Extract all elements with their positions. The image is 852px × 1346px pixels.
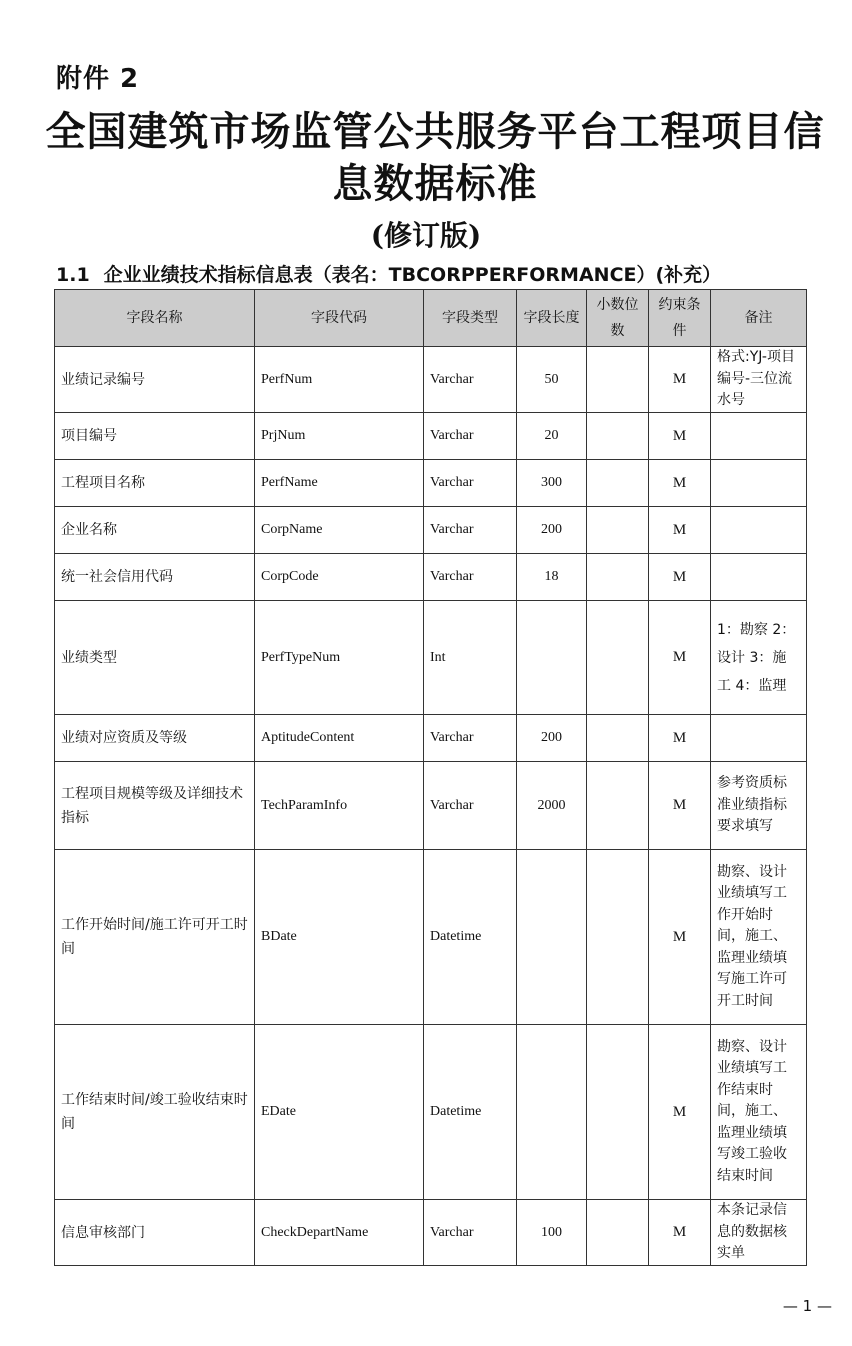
cell-field-code: PerfName: [255, 460, 424, 507]
attachment-label: 附件 2: [56, 64, 140, 94]
table-row: [55, 1200, 807, 1266]
cell-field-name: 企业名称: [55, 507, 255, 554]
header-field-code: 字段代码: [255, 290, 424, 347]
cell-field-type: Varchar: [424, 347, 517, 413]
cell-field-length: 100: [517, 1200, 587, 1266]
cell-decimals: [587, 507, 649, 554]
cell-field-code: PerfNum: [255, 347, 424, 413]
header-decimals: 小数位数: [587, 290, 649, 347]
table-row: [55, 601, 807, 715]
cell-remark: [711, 554, 807, 601]
cell-remark: [711, 460, 807, 507]
cell-field-code: TechParamInfo: [255, 762, 424, 850]
cell-field-code: PerfTypeNum: [255, 601, 424, 715]
cell-field-length: 20: [517, 413, 587, 460]
cell-field-name: 项目编号: [55, 413, 255, 460]
section-heading: [56, 260, 721, 287]
table-row: [55, 507, 807, 554]
cell-field-type: Varchar: [424, 715, 517, 762]
cell-constraint: M: [649, 460, 711, 507]
table-header-row: [55, 290, 807, 347]
header-field-length: 字段长度: [517, 290, 587, 347]
cell-remark: 格式:YJ-项目编号-三位流水号: [711, 347, 807, 413]
cell-constraint: M: [649, 347, 711, 413]
cell-field-type: Varchar: [424, 507, 517, 554]
table-row: [55, 554, 807, 601]
table-row: [55, 460, 807, 507]
cell-decimals: [587, 715, 649, 762]
cell-remark: 1：勘察 2：设计 3：施工 4：监理: [711, 601, 807, 715]
cell-field-length: 2000: [517, 762, 587, 850]
header-field-name: 字段名称: [55, 290, 255, 347]
cell-field-type: Varchar: [424, 1200, 517, 1266]
table-row: [55, 413, 807, 460]
cell-field-code: CheckDepartName: [255, 1200, 424, 1266]
cell-remark: [711, 507, 807, 554]
cell-field-code: BDate: [255, 850, 424, 1025]
cell-field-length: 18: [517, 554, 587, 601]
cell-constraint: M: [649, 507, 711, 554]
cell-remark: 参考资质标准业绩指标要求填写: [711, 762, 807, 850]
cell-field-name: 业绩对应资质及等级: [55, 715, 255, 762]
cell-field-length: 50: [517, 347, 587, 413]
table-row: [55, 347, 807, 413]
table-row: [55, 850, 807, 1025]
cell-decimals: [587, 554, 649, 601]
cell-field-name: 统一社会信用代码: [55, 554, 255, 601]
page-number: — 1 —: [782, 1297, 832, 1315]
cell-decimals: [587, 762, 649, 850]
cell-field-name: 工程项目名称: [55, 460, 255, 507]
cell-decimals: [587, 601, 649, 715]
cell-constraint: M: [649, 850, 711, 1025]
cell-field-length: 300: [517, 460, 587, 507]
cell-field-type: Varchar: [424, 554, 517, 601]
cell-decimals: [587, 850, 649, 1025]
table-row: [55, 1025, 807, 1200]
table-row: [55, 715, 807, 762]
cell-field-name: 业绩类型: [55, 601, 255, 715]
header-field-type: 字段类型: [424, 290, 517, 347]
cell-field-code: EDate: [255, 1025, 424, 1200]
cell-field-type: Datetime: [424, 850, 517, 1025]
cell-constraint: M: [649, 1200, 711, 1266]
cell-constraint: M: [649, 601, 711, 715]
cell-field-length: [517, 850, 587, 1025]
cell-decimals: [587, 460, 649, 507]
cell-field-name: 信息审核部门: [55, 1200, 255, 1266]
cell-constraint: M: [649, 413, 711, 460]
cell-field-code: PrjNum: [255, 413, 424, 460]
cell-field-length: [517, 1025, 587, 1200]
cell-constraint: M: [649, 554, 711, 601]
cell-decimals: [587, 1200, 649, 1266]
cell-remark: [711, 413, 807, 460]
cell-remark: 勘察、设计业绩填写工作开始时间，施工、监理业绩填写施工许可开工时间: [711, 850, 807, 1025]
cell-field-code: AptitudeContent: [255, 715, 424, 762]
cell-field-length: 200: [517, 715, 587, 762]
cell-constraint: M: [649, 1025, 711, 1200]
header-constraint: 约束条件: [649, 290, 711, 347]
field-standard-table: [54, 289, 807, 1266]
cell-field-name: 工作开始时间/施工许可开工时间: [55, 850, 255, 1025]
cell-field-type: Varchar: [424, 762, 517, 850]
cell-field-length: [517, 601, 587, 715]
cell-field-type: Varchar: [424, 460, 517, 507]
cell-field-name: 业绩记录编号: [55, 347, 255, 413]
section-title: 企业业绩技术指标信息表（表名：TBCORPPERFORMANCE）(补充）: [103, 264, 722, 286]
cell-field-code: CorpName: [255, 507, 424, 554]
cell-field-name: 工程项目规模等级及详细技术指标: [55, 762, 255, 850]
cell-decimals: [587, 1025, 649, 1200]
table-row: [55, 762, 807, 850]
header-remark: 备注: [711, 290, 807, 347]
cell-field-code: CorpCode: [255, 554, 424, 601]
cell-field-type: Datetime: [424, 1025, 517, 1200]
cell-remark: [711, 715, 807, 762]
revision-label: (修订版): [370, 219, 482, 252]
cell-constraint: M: [649, 762, 711, 850]
cell-constraint: M: [649, 715, 711, 762]
cell-field-type: Varchar: [424, 413, 517, 460]
cell-field-type: Int: [424, 601, 517, 715]
cell-field-name: 工作结束时间/竣工验收结束时间: [55, 1025, 255, 1200]
cell-decimals: [587, 347, 649, 413]
cell-remark: 本条记录信息的数据核实单: [711, 1200, 807, 1266]
cell-field-length: 200: [517, 507, 587, 554]
cell-remark: 勘察、设计业绩填写工作结束时间，施工、监理业绩填写竣工验收结束时间: [711, 1025, 807, 1200]
document-title: 全国建筑市场监管公共服务平台工程项目信息数据标准: [45, 108, 825, 207]
section-number: 1.1: [56, 264, 90, 286]
cell-decimals: [587, 413, 649, 460]
